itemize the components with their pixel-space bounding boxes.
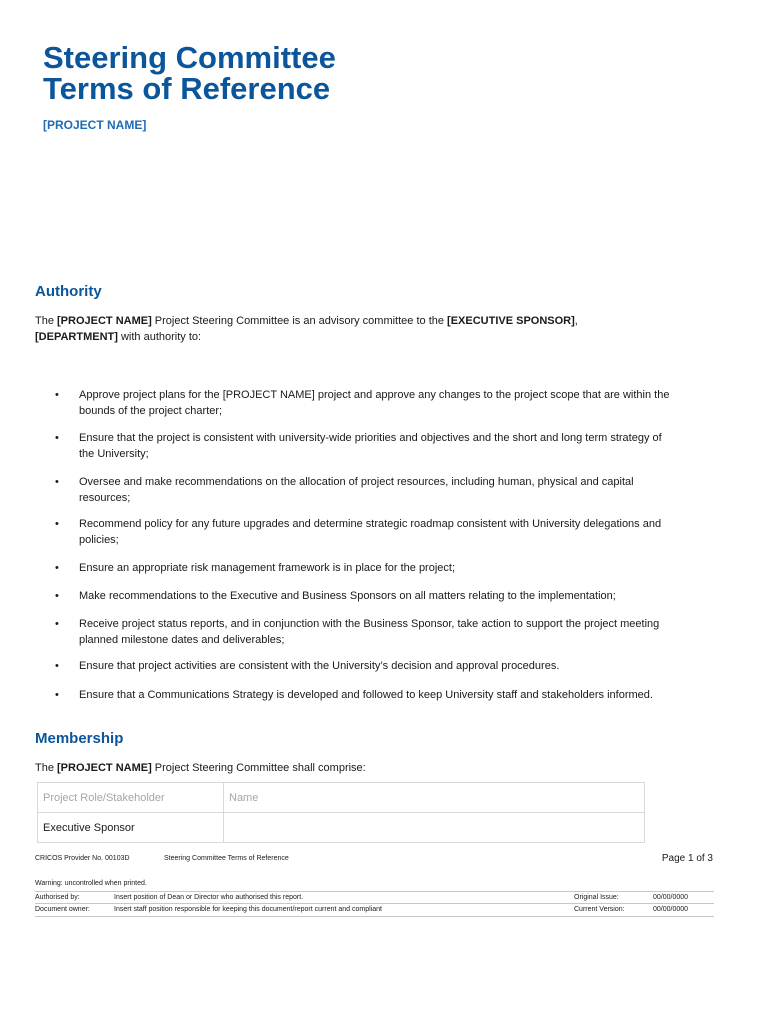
title-line-2: Terms of Reference [43,71,331,106]
authority-intro: The [PROJECT NAME] Project Steering Committee is an advisory committee to the [EXECUTIVE SPONSOR], [DEPARTMENT] with authority to: [35,315,578,343]
list-item: • Ensure that project activities are consistent with the University’s decision and approval procedures. [55,659,675,675]
current-version-label: Current Version: [574,906,625,913]
bullet-icon: • [55,618,59,630]
list-item: • Make recommendations to the Executive and Business Sponsors on all matters relating to the implementation; [55,589,675,605]
bullet-icon: • [55,562,59,574]
bullet-icon: • [55,476,59,488]
executive-sponsor-bold: [EXECUTIVE SPONSOR] [447,315,575,327]
cricos-provider: CRICOS Provider No. 00103D [35,855,130,862]
authorised-value: Insert position of Dean or Director who authorised this report. [114,894,304,901]
current-version-value: 00/00/0000 [653,906,689,913]
uncontrolled-warning: Warning: uncontrolled when printed. [35,880,147,887]
footer-divider [35,916,714,917]
project-name-bold: [PROJECT NAME] [57,315,152,327]
department-bold: [DEPARTMENT] [35,331,118,343]
membership-table [37,782,645,843]
list-item: • Ensure an appropriate risk management framework is in place for the project; [55,561,675,577]
list-item: • Approve project plans for the [PROJECT NAME] project and approve any changes to the project scope that are within the bounds of the project charter; [55,389,670,417]
list-item: • Receive project status reports, and in conjunction with the Business Sponsor, take action to support the project meeting planned milestone dates and deliverables; [55,618,660,646]
membership-heading: Membership [35,730,124,747]
table-cell: Executive Sponsor [38,813,224,843]
list-item: • Recommend policy for any future upgrades and determine strategic roadmap consistent with University delegations and policies; [55,518,662,546]
table-row [38,813,645,843]
footer-doc-title: Steering Committee Terms of Reference [164,855,289,862]
bullet-icon: • [55,689,59,701]
membership-intro: The [PROJECT NAME] Project Steering Committee shall comprise: [35,762,366,774]
list-item: • Ensure that the project is consistent with university-wide priorities and objectives and the short and long term strategy of the University; [55,432,662,460]
original-issue-label: Original Issue: [574,894,619,901]
table-header-cell: Project Role/Stakeholder [38,783,224,813]
page-number: Page 1 of 3 [661,853,713,864]
list-item: • Ensure that a Communications Strategy is developed and followed to keep University staff and stakeholders informed. [55,688,675,704]
owner-row [35,903,714,916]
table-header-cell: Name [224,783,645,813]
owner-label: Document owner: [35,906,90,913]
original-issue-value: 00/00/0000 [653,894,689,901]
owner-value: Insert staff position responsible for keeping this document/report current and compliant [114,906,382,913]
authorised-label: Authorised by: [35,894,80,901]
bullet-icon: • [55,389,59,401]
bullet-icon: • [55,590,59,602]
authority-heading: Authority [35,283,102,300]
project-name-bold: [PROJECT NAME] [57,762,152,774]
table-header-row [38,783,645,813]
document-title [43,42,336,104]
project-name-placeholder: [PROJECT NAME] [43,118,147,132]
table-cell [224,813,645,843]
bullet-icon: • [55,518,59,530]
bullet-icon: • [55,432,59,444]
list-item: • Oversee and make recommendations on the allocation of project resources, including human, physical and capital resources; [55,476,634,504]
title-line-1: Steering Committee [43,40,336,75]
bullet-icon: • [55,660,59,672]
